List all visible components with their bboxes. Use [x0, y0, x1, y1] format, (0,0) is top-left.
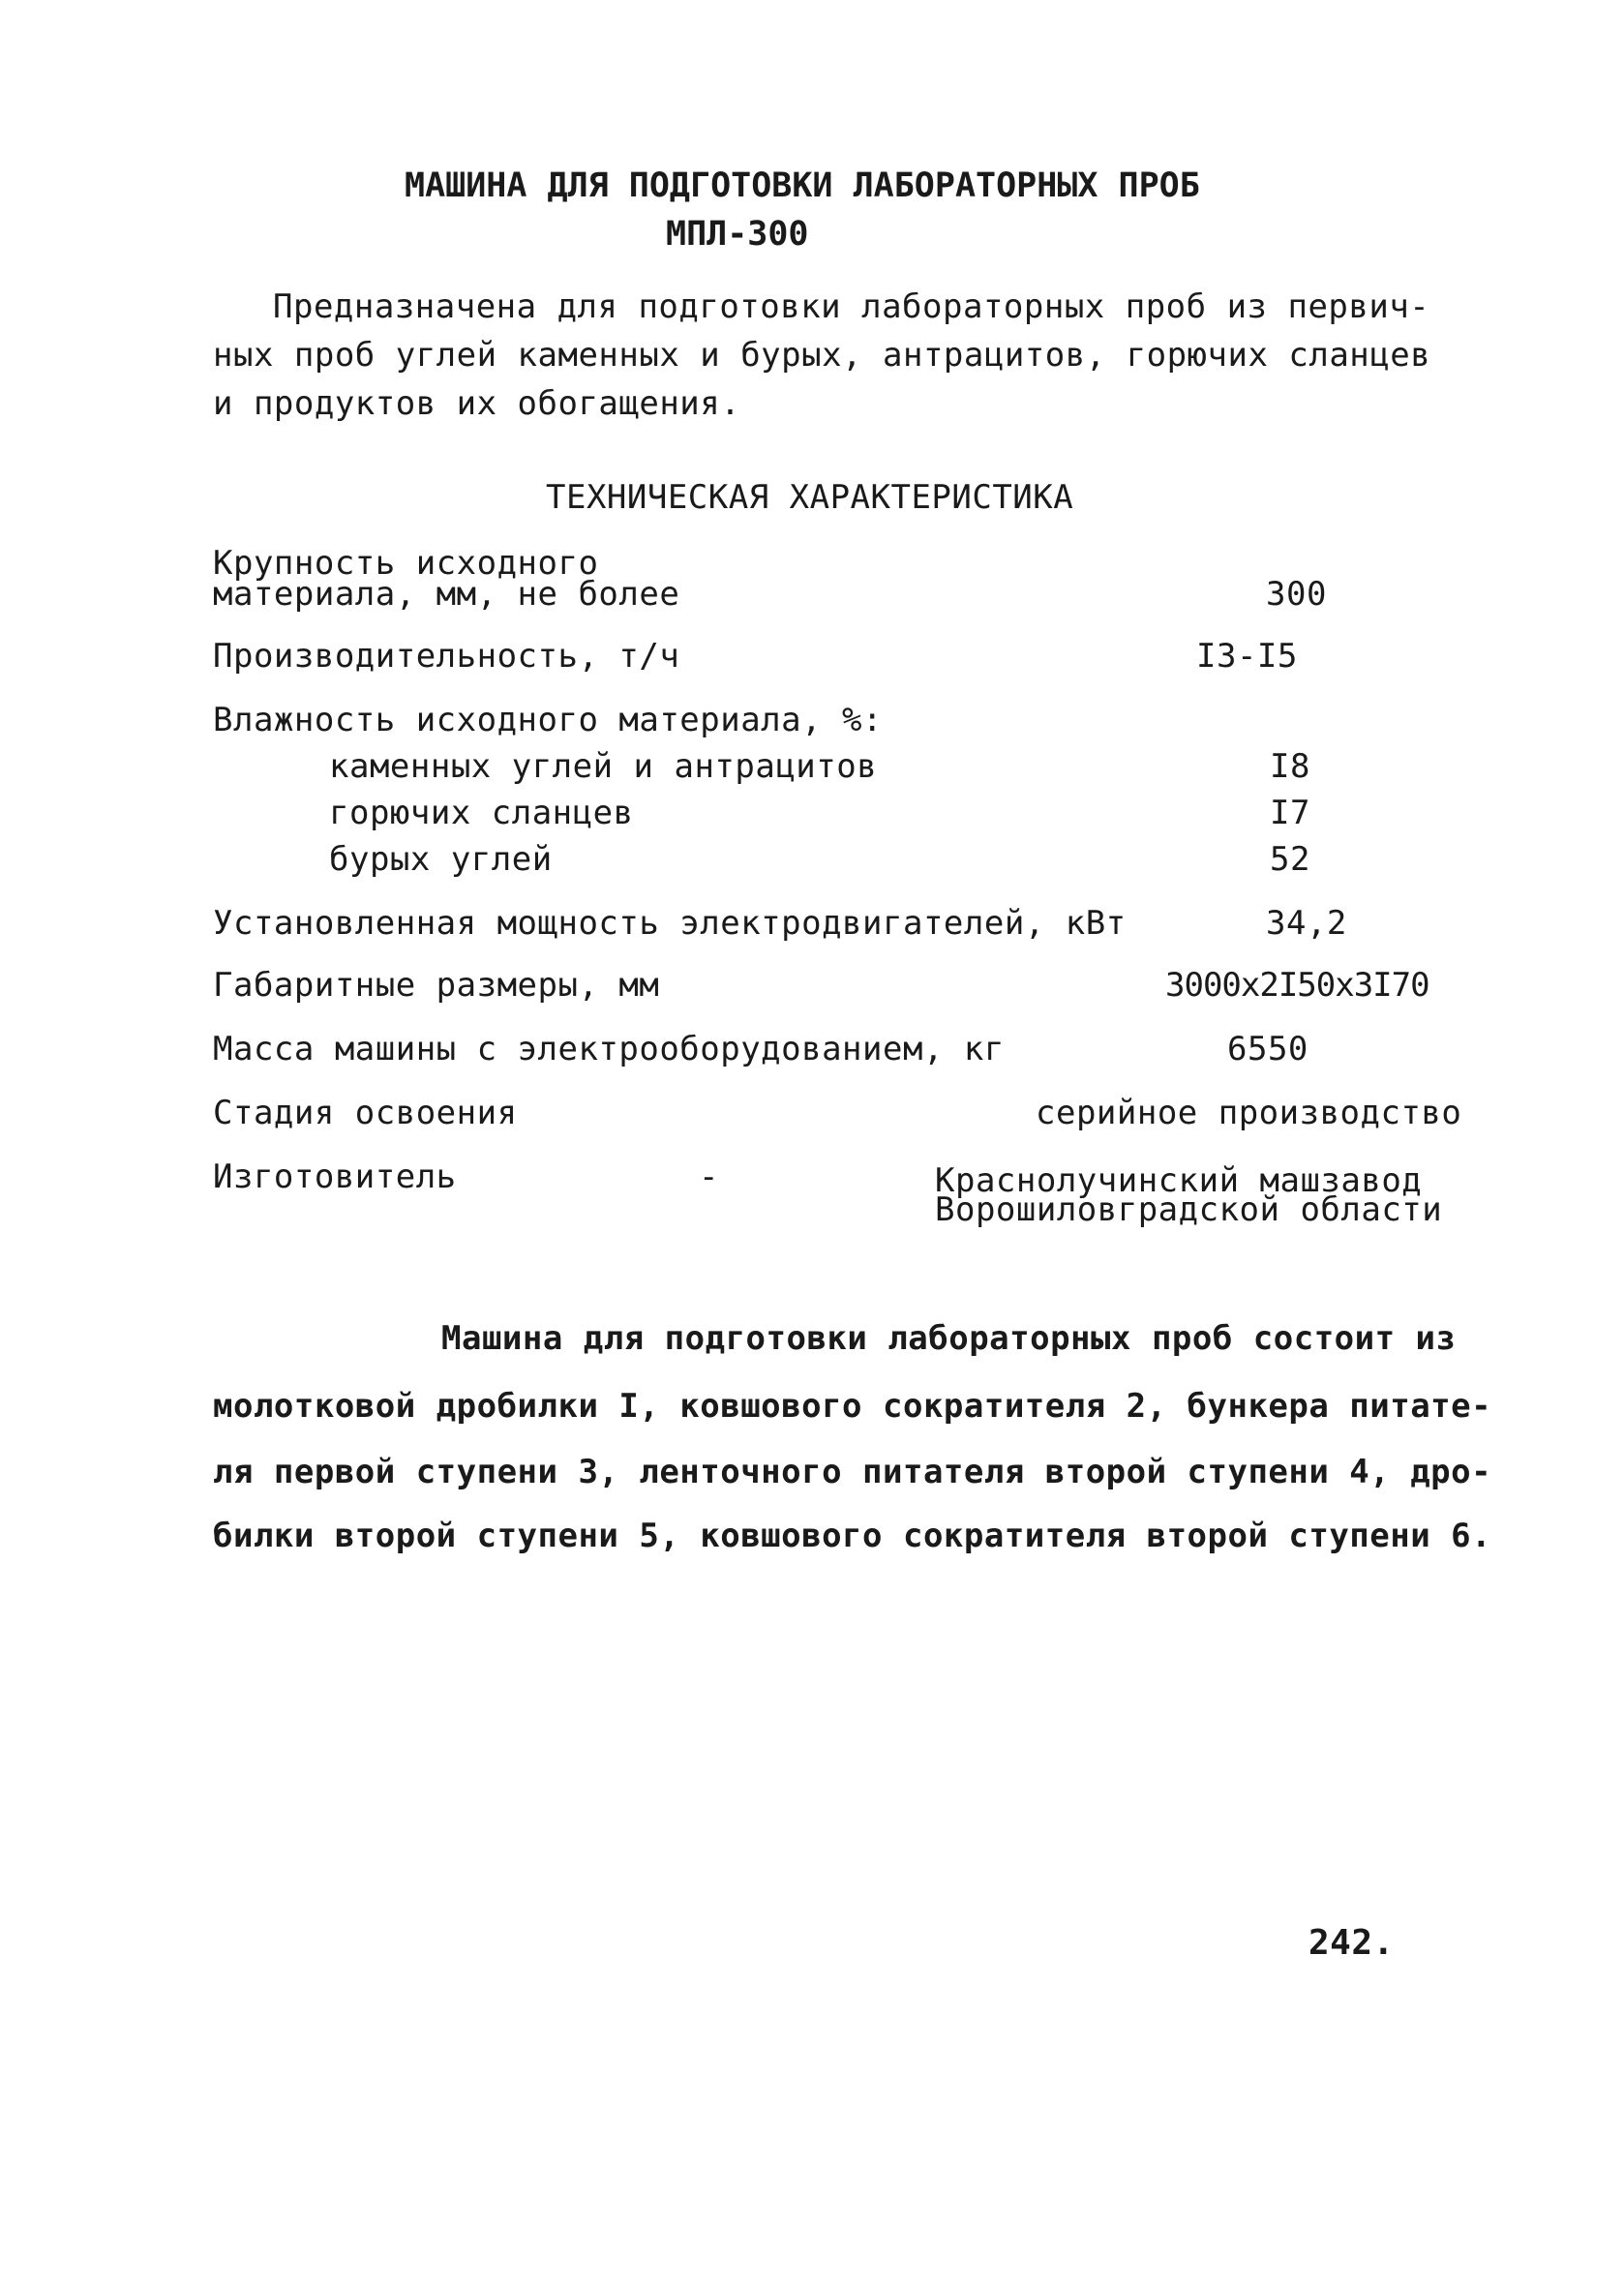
- spec-dims-label: Габаритные размеры, мм: [213, 966, 660, 1005]
- description-line-3: ля первой ступени 3, ленточного питателя второй ступени 4, дро-: [213, 1453, 1492, 1491]
- spec-moisture-item-value: I7: [1270, 794, 1310, 832]
- spec-capacity-label: Производительность, т/ч: [213, 637, 680, 676]
- spec-mass-label: Масса машины с электрооборудованием, кг: [213, 1030, 1005, 1068]
- model-name: МПЛ-300: [666, 215, 809, 254]
- spec-moisture-item-label: горючих сланцев: [329, 794, 634, 832]
- spec-moisture-item-value: I8: [1270, 747, 1310, 786]
- spec-maker-dash: -: [699, 1158, 719, 1196]
- spec-capacity-value: I3-I5: [1196, 637, 1298, 676]
- description-line-4: билки второй ступени 5, ковшового сократителя второй ступени 6.: [213, 1517, 1492, 1555]
- spec-mass-value: 6550: [1227, 1030, 1308, 1068]
- spec-moisture-item-label: бурых углей: [329, 840, 553, 879]
- spec-maker-value-1: Краснолучинский машзавод: [935, 1161, 1423, 1200]
- spec-maker-value-2: Ворошиловградской области: [935, 1190, 1443, 1229]
- spec-stage-value: серийное производство: [1036, 1094, 1462, 1132]
- spec-moisture-item-value: 52: [1270, 840, 1310, 879]
- spec-stage-label: Стадия освоения: [213, 1094, 518, 1132]
- purpose-line-1: Предназначена для подготовки лабораторных проб из первич-: [273, 287, 1430, 326]
- spec-size-label-2: материала, мм, не более: [213, 575, 680, 614]
- spec-size-label-1: Крупность исходного: [213, 544, 599, 583]
- spec-moisture-item-label: каменных углей и антрацитов: [329, 747, 878, 786]
- purpose-line-2: ных проб углей каменных и бурых, антрацитов, горючих сланцев: [213, 336, 1431, 375]
- spec-power-label: Установленная мощность электродвигателей, кВт: [213, 904, 1127, 943]
- description-line-1: Машина для подготовки лабораторных проб состоит из: [441, 1319, 1457, 1358]
- spec-heading: ТЕХНИЧЕСКАЯ ХАРАКТЕРИСТИКА: [546, 478, 1074, 517]
- document-title: МАШИНА ДЛЯ ПОДГОТОВКИ ЛАБОРАТОРНЫХ ПРОБ: [405, 166, 1200, 205]
- description-line-2: молотковой дробилки I, ковшового сократителя 2, бункера питате-: [213, 1387, 1492, 1426]
- spec-maker-label: Изготовитель: [213, 1158, 457, 1196]
- spec-power-value: 34,2: [1266, 904, 1347, 943]
- purpose-line-3: и продуктов их обогащения.: [213, 384, 741, 423]
- spec-dims-value: 3000x2I50x3I70: [1165, 966, 1429, 1005]
- page-number: 242.: [1308, 1923, 1395, 1963]
- spec-moisture-label: Влажность исходного материала, %:: [213, 701, 884, 739]
- spec-size-value: 300: [1266, 575, 1327, 614]
